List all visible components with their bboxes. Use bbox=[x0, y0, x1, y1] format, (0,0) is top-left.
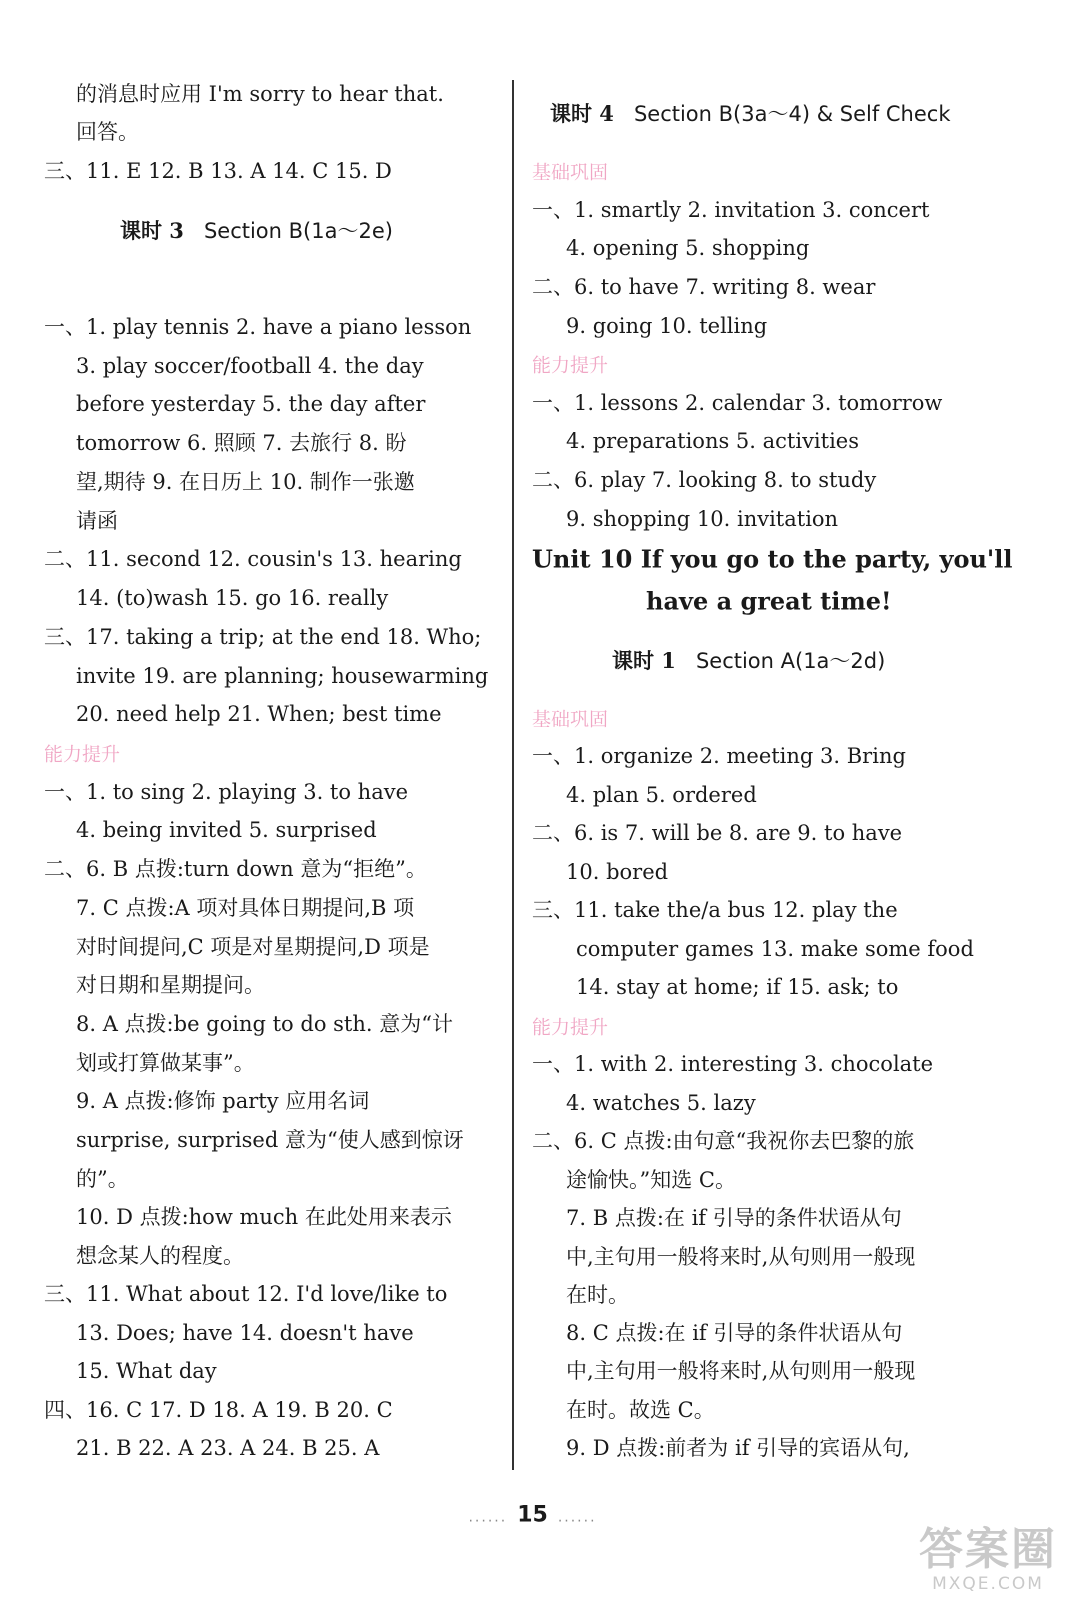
text-line: 对时间提问,C 项是对星期提问,D 项是 bbox=[76, 935, 430, 959]
text-line: 中,主句用一般将来时,从句则用一般现 bbox=[566, 1359, 916, 1383]
section-label: Section A(1a～2d) bbox=[695, 649, 886, 673]
text-line: 9. shopping 10. invitation bbox=[566, 507, 839, 531]
text-line: 三、11. take the/a bus 12. play the bbox=[532, 898, 898, 922]
unit-title-cont: have a great time! bbox=[646, 586, 892, 616]
unit-title: Unit 10 If you go to the party, you'll bbox=[532, 544, 1013, 574]
ability-label: 能力提升 bbox=[532, 354, 609, 377]
text-line: 想念某人的程度。 bbox=[76, 1244, 244, 1268]
page-number-value: 15 bbox=[517, 1502, 548, 1528]
text-line: 4. being invited 5. surprised bbox=[76, 818, 377, 842]
text-line: 在时。 bbox=[566, 1283, 629, 1307]
watermark-url: MXQE.COM bbox=[932, 1574, 1044, 1594]
text-line: 一、1. to sing 2. playing 3. to have bbox=[44, 780, 409, 804]
text-line: 4. opening 5. shopping bbox=[566, 236, 810, 260]
text-line: 4. watches 5. lazy bbox=[566, 1091, 756, 1115]
text-line: before yesterday 5. the day after bbox=[76, 392, 426, 416]
text-line: 一、1. lessons 2. calendar 3. tomorrow bbox=[532, 391, 943, 415]
text-line: surprise, surprised 意为“使人感到惊讶 bbox=[76, 1128, 464, 1152]
text-line: 中,主句用一般将来时,从句则用一般现 bbox=[566, 1245, 916, 1269]
text-line: 回答。 bbox=[76, 120, 139, 144]
text-line: 3. play soccer/football 4. the day bbox=[76, 354, 424, 378]
text-line: 一、1. smartly 2. invitation 3. concert bbox=[532, 198, 930, 222]
dots-left: ...... bbox=[468, 1509, 508, 1526]
text-line: 14. stay at home; if 15. ask; to bbox=[576, 975, 899, 999]
text-line: 望,期待 9. 在日历上 10. 制作一张邀 bbox=[76, 470, 415, 494]
ability-label: 能力提升 bbox=[532, 1016, 609, 1039]
section-label: Section B(1a～2e) bbox=[203, 219, 393, 243]
text-line: 对日期和星期提问。 bbox=[76, 973, 265, 997]
text-line: 二、6. B 点拨:turn down 意为“拒绝”。 bbox=[44, 857, 427, 881]
watermark-logo bbox=[919, 1526, 1057, 1594]
text-line: 一、1. play tennis 2. have a piano lesson bbox=[44, 315, 472, 339]
section-heading bbox=[612, 645, 885, 675]
text-line: 8. C 点拨:在 if 引导的条件状语从句 bbox=[566, 1321, 903, 1345]
text-line: 8. A 点拨:be going to do sth. 意为“计 bbox=[76, 1012, 453, 1036]
text-line: 三、17. taking a trip; at the end 18. Who; bbox=[44, 625, 482, 649]
text-line: 的消息时应用 I'm sorry to hear that. bbox=[76, 82, 444, 106]
lesson-label: 课时 4 bbox=[550, 101, 614, 126]
text-line: computer games 13. make some food bbox=[576, 937, 974, 961]
basic-label: 基础巩固 bbox=[532, 708, 609, 731]
text-line: 请函 bbox=[76, 509, 118, 533]
text-line: 一、1. organize 2. meeting 3. Bring bbox=[532, 744, 906, 768]
text-line: 9. A 点拨:修饰 party 应用名词 bbox=[76, 1089, 370, 1113]
lesson-label: 课时 1 bbox=[612, 648, 676, 673]
text-line: tomorrow 6. 照顾 7. 去旅行 8. 盼 bbox=[76, 431, 407, 455]
text-line: 9. going 10. telling bbox=[566, 314, 768, 338]
text-line: 二、6. play 7. looking 8. to study bbox=[532, 468, 877, 492]
text-line: 10. D 点拨:how much 在此处用来表示 bbox=[76, 1205, 452, 1229]
watermark-text: 答案圈 bbox=[919, 1524, 1057, 1575]
text-line: 7. C 点拨:A 项对具体日期提问,B 项 bbox=[76, 896, 415, 920]
dots-right: ...... bbox=[557, 1509, 597, 1526]
basic-label: 基础巩固 bbox=[532, 161, 609, 184]
section-heading bbox=[550, 98, 951, 128]
text-line: 二、6. to have 7. writing 8. wear bbox=[532, 275, 876, 299]
text-line: 一、1. with 2. interesting 3. chocolate bbox=[532, 1052, 934, 1076]
text-line: 在时。故选 C。 bbox=[566, 1398, 715, 1422]
column-divider bbox=[512, 80, 514, 1470]
text-line: invite 19. are planning; housewarming bbox=[76, 664, 489, 688]
text-line: 三、11. What about 12. I'd love/like to bbox=[44, 1282, 448, 1306]
text-line: 二、6. C 点拨:由句意“我祝你去巴黎的旅 bbox=[532, 1129, 915, 1153]
text-line: 13. Does; have 14. doesn't have bbox=[76, 1321, 414, 1345]
text-line: 20. need help 21. When; best time bbox=[76, 702, 442, 726]
text-line: 21. B 22. A 23. A 24. B 25. A bbox=[76, 1436, 380, 1460]
section-heading bbox=[120, 215, 393, 245]
text-line: 划或打算做某事”。 bbox=[76, 1051, 255, 1075]
lesson-label: 课时 3 bbox=[120, 218, 184, 243]
text-line: 四、16. C 17. D 18. A 19. B 20. C bbox=[44, 1398, 393, 1422]
text-line: 二、11. second 12. cousin's 13. hearing bbox=[44, 547, 462, 571]
text-line: 4. preparations 5. activities bbox=[566, 429, 860, 453]
text-line: 9. D 点拨:前者为 if 引导的宾语从句, bbox=[566, 1436, 910, 1460]
text-line: 4. plan 5. ordered bbox=[566, 783, 757, 807]
text-line: 14. (to)wash 15. go 16. really bbox=[76, 586, 389, 610]
page-number bbox=[0, 1503, 1065, 1528]
section-label: Section B(3a～4) & Self Check bbox=[633, 102, 951, 126]
text-line: 的”。 bbox=[76, 1167, 129, 1191]
text-line: 10. bored bbox=[566, 860, 669, 884]
text-line: 三、11. E 12. B 13. A 14. C 15. D bbox=[44, 159, 392, 183]
text-line: 二、6. is 7. will be 8. are 9. to have bbox=[532, 821, 903, 845]
text-line: 7. B 点拨:在 if 引导的条件状语从句 bbox=[566, 1206, 902, 1230]
text-line: 15. What day bbox=[76, 1359, 217, 1383]
ability-label: 能力提升 bbox=[44, 743, 121, 766]
text-line: 途愉快。”知选 C。 bbox=[566, 1168, 736, 1192]
